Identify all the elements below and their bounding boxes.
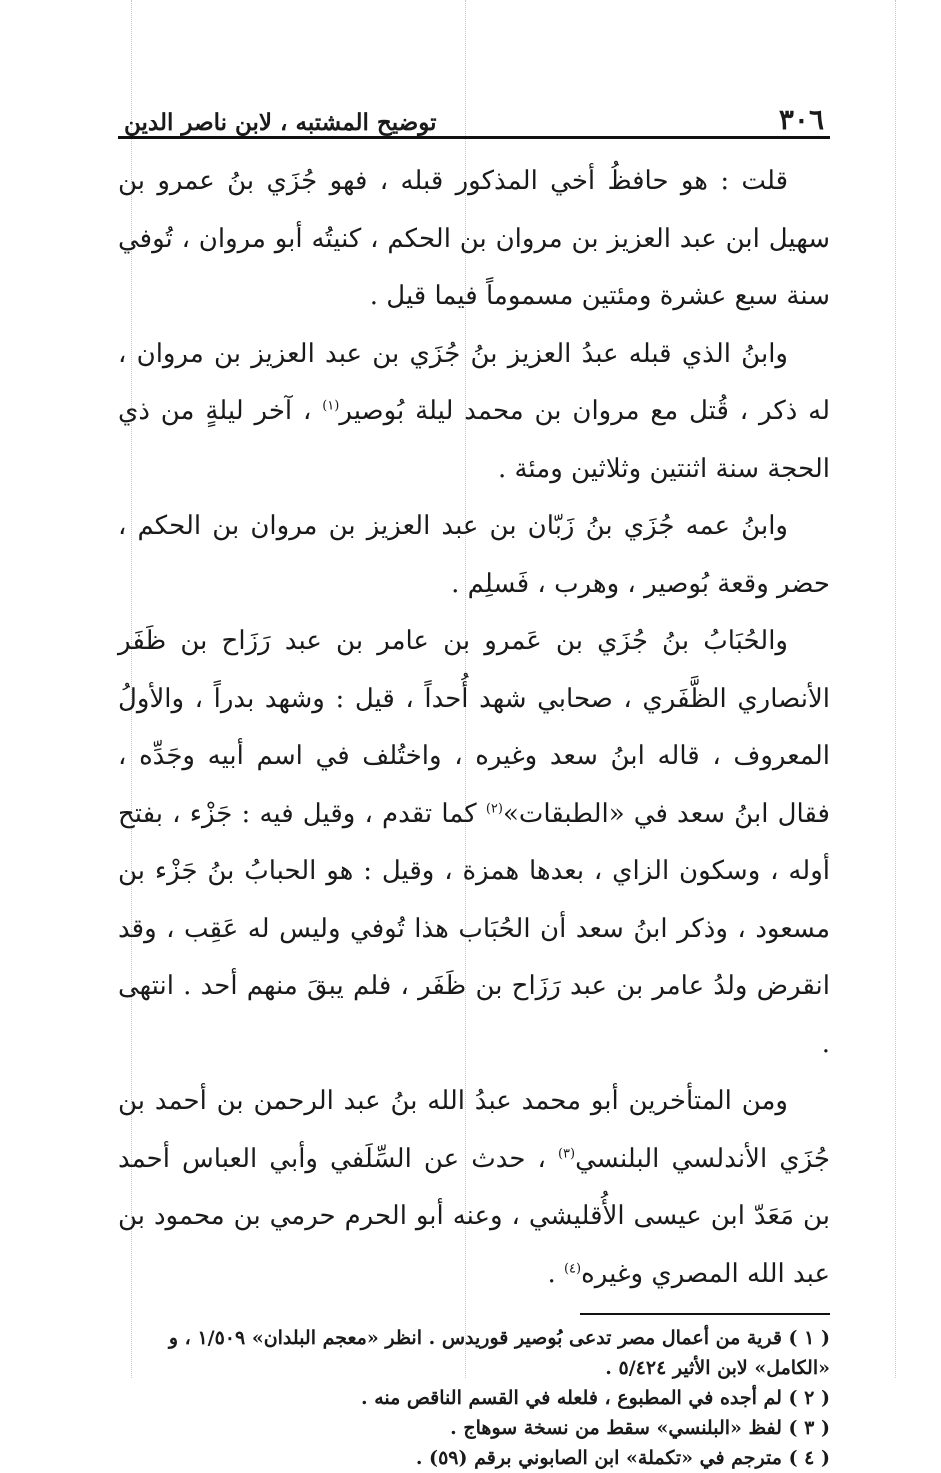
- footnotes: [118, 1323, 830, 1473]
- book-page: [118, 92, 830, 1473]
- footnote: ( ٢ ) لم أجده في المطبوع ، فلعله في القسم الناقص منه .: [360, 1387, 830, 1409]
- footnote: ( ١ ) قرية من أعمال مصر تدعى بُوصير قوريدس . انظر «معجم البلدان» ١/٥٠٩ ، و «الكامل» لابن الأثير ٥/٤٢٤ .: [168, 1327, 830, 1379]
- scan-guide-line: [895, 0, 896, 1378]
- paragraph: [118, 326, 830, 499]
- footnote-ref[interactable]: (١): [322, 398, 340, 414]
- main-text: [118, 153, 830, 1303]
- footnote-ref[interactable]: (٤): [563, 1260, 582, 1276]
- paragraph-text: والحُبَابُ بنُ جُزَي بن عَمرو بن عامر بن عبد رَزَاح بن ظَفَر الأنصاري الظَّفَري ، صحابي شهد أُحداً ، قيل : وشهد بدراً ، والأولُ المعروف ، قاله ابنُ سعد وغيره ، واختُلف في اسم أبيه وجَدِّه ، فقال ابنُ سعد في «الطبقات»: [118, 626, 830, 829]
- running-title: توضيح المشتبه ، لابن ناصر الدين: [124, 109, 437, 136]
- paragraph: [118, 1073, 830, 1303]
- paragraph-text: ، آخر ليلةٍ من ذي الحجة سنة اثنتين وثلاثين ومئة .: [118, 396, 830, 484]
- paragraph: [118, 498, 830, 613]
- paragraph-text: وابنُ الذي قبله عبدُ العزيز بنُ جُزَي بن عبد العزيز بن مروان ، له ذكر ، قُتل مع مروان بن محمد ليلة بُوصير: [118, 338, 830, 426]
- footnote: ( ٤ ) مترجم في «تكملة» ابن الصابوني برقم (٥٩) .: [415, 1447, 830, 1469]
- paragraph-text: وابنُ عمه جُزَي بنُ زَبّان بن عبد العزيز بن مروان بن الحكم ، حضر وقعة بُوصير ، وهرب ، فَسلِم .: [118, 511, 830, 599]
- page-header: [118, 92, 830, 139]
- paragraph: [118, 153, 830, 326]
- paragraph-text: ، حدث عن السِّلَفي وأبي العباس أحمد بن مَعَدّ ابن عيسى الأُقليشي ، وعنه أبو الحرم حرمي بن محمود بن عبد الله المصري وغيره: [118, 1143, 830, 1289]
- paragraph-text: قلت : هو حافظُ أخي المذكور قبله ، فهو جُزَي بنُ عمرو بن سهيل ابن عبد العزيز بن مروان بن الحكم ، كنيتُه أبو مروان ، تُوفي سنة سبع عشرة ومئتين مسموماً فيما قيل .: [118, 166, 830, 311]
- paragraph: [118, 613, 830, 1073]
- footnote-separator: [580, 1313, 830, 1315]
- footnote: ( ٣ ) لفظ «البلنسي» سقط من نسخة سوهاج .: [450, 1417, 830, 1439]
- paragraph-text: كما تقدم ، وقيل فيه : جَزْء ، بفتح أوله ، وسكون الزاي ، بعدها همزة ، وقيل : هو الحبابُ بنُ جَزْء بن مسعود ، وذكر ابنُ سعد أن الحُبَاب هذا تُوفي وليس له عَقِب ، وقد انقرض ولدُ عامر بن عبد رَزَاح بن ظَفَر ، فلم يبقَ منهم أحد . انتهى .: [118, 798, 830, 1059]
- paragraph-text: .: [547, 1258, 564, 1289]
- footnote-ref[interactable]: (٣): [557, 1145, 576, 1161]
- paragraph-text: ومن المتأخرين أبو محمد عبدُ الله بنُ عبد الرحمن بن أحمد بن جُزَي الأندلسي البلنسي: [118, 1086, 830, 1174]
- footnote-ref[interactable]: (٢): [485, 800, 503, 816]
- page-number: ٣٠٦: [778, 103, 824, 136]
